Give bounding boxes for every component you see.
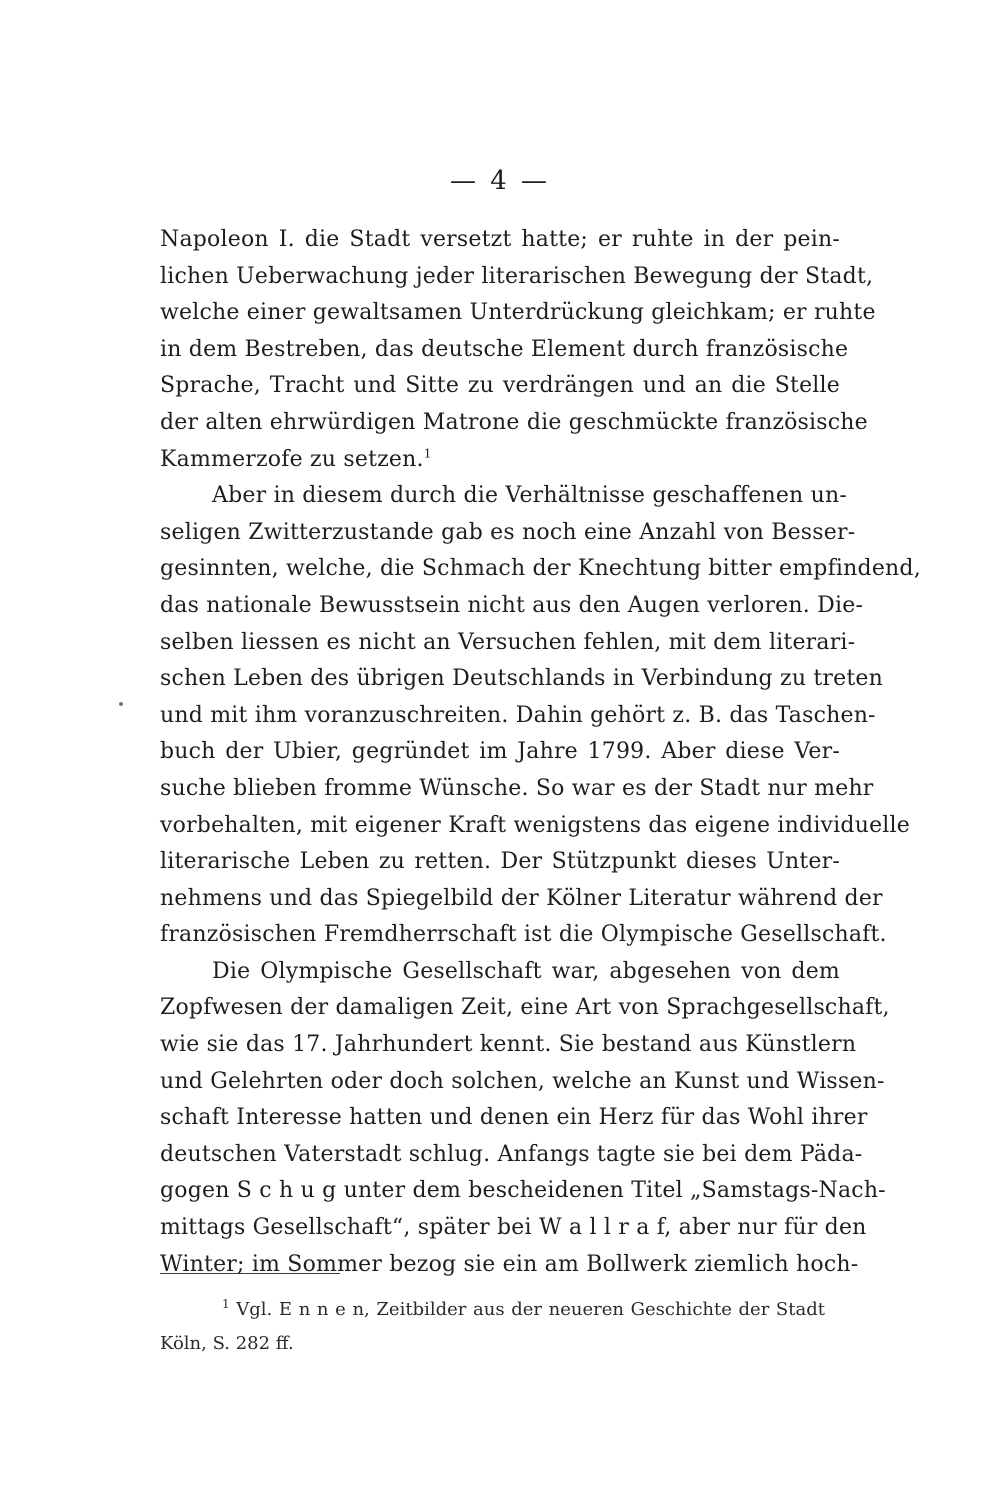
text-line-content: vorbehalten, mit eigener Kraft wenigstens das eigene individuelle: [160, 812, 910, 838]
text-line-content: deutschen Vaterstadt schlug. Anfangs tagte sie bei dem Päda-: [160, 1141, 863, 1167]
text-line-content: selben liessen es nicht an Versuchen fehlen, mit dem literari-: [160, 629, 856, 655]
text-line-content: welche einer gewaltsamen Unterdrückung gleichkam; er ruhte: [160, 300, 876, 326]
text-line: [160, 1027, 857, 1064]
text-line-content: literarische Leben zu retten. Der Stützpunkt dieses Unter-: [160, 849, 840, 875]
footnote-separator: [160, 1273, 340, 1274]
text-line-content: nehmens und das Spiegelbild der Kölner Literatur während der: [160, 885, 883, 911]
text-line-content: wie sie das 17. Jahrhundert kennt. Sie bestand aus Künstlern: [160, 1032, 857, 1058]
text-line: [160, 661, 883, 698]
text-line: [160, 990, 890, 1027]
text-line-content: der alten ehrwürdigen Matrone die geschmückte französische: [160, 409, 868, 435]
text-line: [160, 1100, 868, 1137]
text-line: [160, 332, 849, 369]
footnote-line: [160, 1327, 825, 1361]
text-line-content: gesinnten, welche, die Schmach der Knechtung bitter empfindend,: [160, 556, 921, 582]
text-line-content: suche blieben fromme Wünsche. So war es der Stadt nur mehr: [160, 775, 874, 801]
text-line-content: Aber in diesem durch die Verhältnisse geschaffenen un-: [212, 483, 847, 509]
footnote-marker: 1: [423, 446, 432, 461]
footnotes: [160, 1293, 825, 1361]
text-line: [160, 1210, 867, 1247]
text-line: [160, 844, 840, 881]
text-line-content: und mit ihm voranzuschreiten. Dahin gehört z. B. das Taschen-: [160, 702, 876, 728]
text-line: [160, 625, 856, 662]
footnote-text: Vgl. E n n e n, Zeitbilder aus der neueren Geschichte der Stadt: [236, 1299, 825, 1320]
text-line-content: französischen Fremdherrschaft ist die Olympische Gesellschaft.: [160, 922, 887, 948]
text-line: [160, 917, 887, 954]
text-line-content: Winter; im Sommer bezog sie ein am Bollwerk ziemlich hoch-: [160, 1251, 859, 1277]
text-line: [160, 442, 840, 479]
text-line: [160, 1137, 863, 1174]
text-line-content: das nationale Bewusstsein nicht aus den Augen verloren. Die-: [160, 592, 864, 618]
text-line-content: Kammerzofe zu setzen.: [160, 446, 424, 472]
text-line: [160, 222, 840, 259]
text-line-content: Napoleon I. die Stadt versetzt hatte; er ruhte in der pein-: [160, 227, 840, 252]
text-line: [160, 588, 864, 625]
text-line-content: buch der Ubier, gegründet im Jahre 1799. Aber diese Ver-: [160, 739, 840, 765]
text-line: [160, 954, 840, 991]
text-line-content: Sprache, Tracht und Sitte zu verdrängen und an die Stelle: [160, 373, 840, 399]
text-line-content: schen Leben des übrigen Deutschlands in Verbindung zu treten: [160, 666, 883, 692]
footnote-line: [160, 1293, 825, 1327]
text-line: [160, 368, 840, 405]
text-line: [160, 1173, 886, 1210]
text-line-content: gogen S c h u g unter dem bescheidenen Titel „Samstags-Nach-: [160, 1178, 886, 1204]
text-line-content: seligen Zwitterzustande gab es noch eine Anzahl von Besser-: [160, 519, 856, 545]
text-line: [160, 771, 874, 808]
page-number: — 4 —: [449, 166, 551, 196]
text-line: [160, 478, 847, 515]
text-line-content: in dem Bestreben, das deutsche Element durch französische: [160, 336, 849, 362]
text-line: [160, 734, 840, 771]
text-line: [160, 1064, 885, 1101]
text-line: [160, 698, 876, 735]
body-text: [160, 222, 921, 1283]
text-line-content: schaft Interesse hatten und denen ein Herz für das Wohl ihrer: [160, 1105, 868, 1131]
text-line: [160, 1247, 859, 1284]
text-line-content: und Gelehrten oder doch solchen, welche an Kunst und Wissen-: [160, 1068, 885, 1094]
text-line: [160, 259, 874, 296]
text-line-content: Zopfwesen der damaligen Zeit, eine Art von Sprachgesellschaft,: [160, 995, 890, 1021]
margin-mark: [119, 702, 123, 706]
text-line: [160, 881, 883, 918]
text-line-content: lichen Ueberwachung jeder literarischen Bewegung der Stadt,: [160, 263, 874, 289]
footnote-text: Köln, S. 282 ff.: [160, 1333, 294, 1354]
text-line: [160, 551, 921, 588]
text-line-content: Die Olympische Gesellschaft war, abgesehen von dem: [212, 958, 840, 984]
text-line: [160, 295, 876, 332]
text-line: [160, 405, 868, 442]
text-line: [160, 515, 856, 552]
text-line-content: mittags Gesellschaft“, später bei W a l l r a f, aber nur für den: [160, 1215, 867, 1241]
footnote-number: 1: [222, 1297, 230, 1311]
text-line: [160, 808, 910, 845]
